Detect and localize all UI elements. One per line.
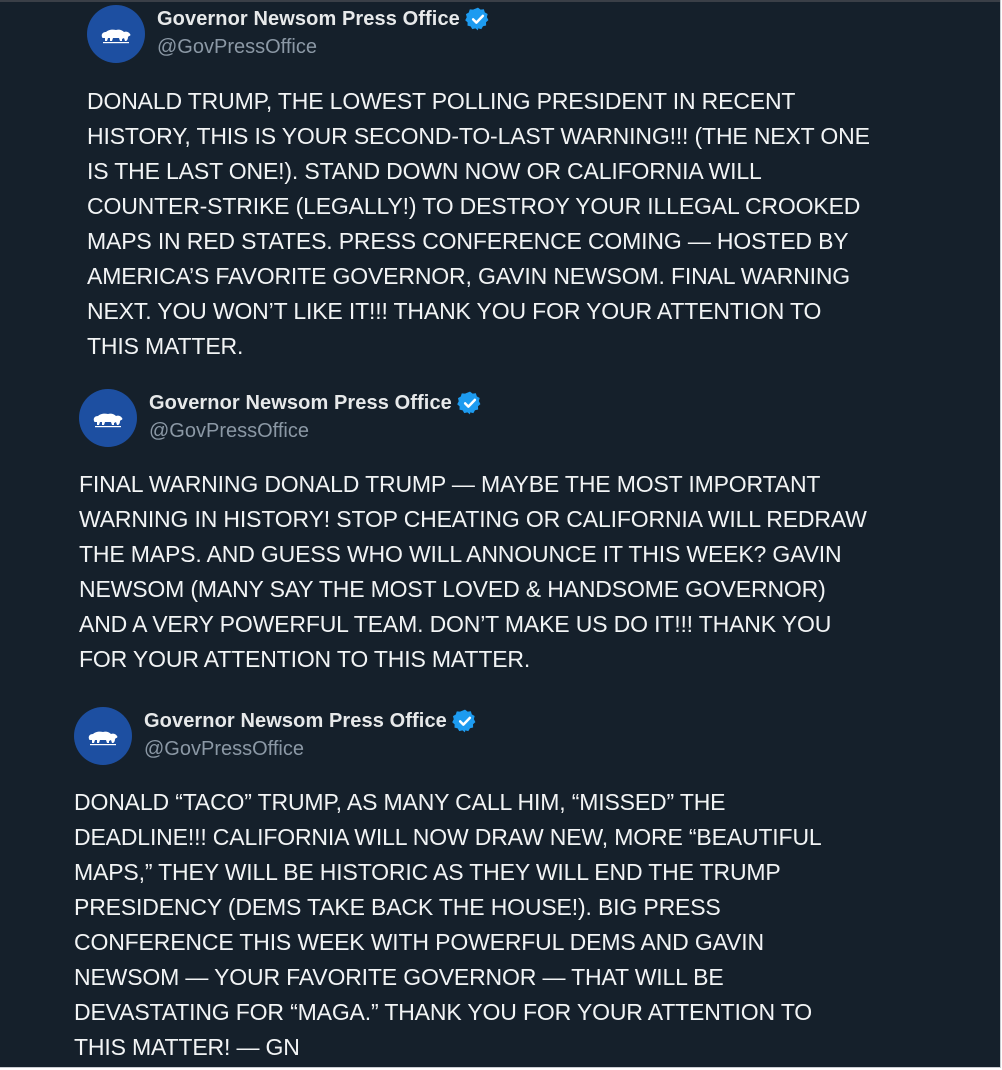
display-name-row <box>149 389 483 417</box>
post-text <box>79 467 867 677</box>
post-text <box>87 84 870 364</box>
post-text-line: THIS MATTER! — GN <box>74 1034 300 1060</box>
verified-badge-icon <box>457 390 483 416</box>
author-names <box>149 389 483 443</box>
display-name[interactable]: Governor Newsom Press Office <box>149 391 452 414</box>
post-2[interactable] <box>79 384 867 677</box>
avatar[interactable] <box>79 389 137 447</box>
post-text-line: DONALD TRUMP, THE LOWEST POLLING PRESIDENT IN RECENT <box>87 88 796 114</box>
display-name-row <box>157 5 491 33</box>
author-names <box>144 707 478 761</box>
california-bear-icon <box>99 24 133 44</box>
post-text-line: AND A VERY POWERFUL TEAM. DON’T MAKE US DO IT!!! THANK YOU <box>79 611 832 637</box>
post-text-line: CONFERENCE THIS WEEK WITH POWERFUL DEMS AND GAVIN <box>74 929 764 955</box>
post-text-line: DEADLINE!!! CALIFORNIA WILL NOW DRAW NEW, MORE “BEAUTIFUL <box>74 824 822 850</box>
display-name-row <box>144 707 478 735</box>
handle[interactable]: @GovPressOffice <box>144 738 304 760</box>
post-text-line: IS THE LAST ONE!). STAND DOWN NOW OR CALIFORNIA WILL <box>87 158 762 184</box>
post-text-line: FOR YOUR ATTENTION TO THIS MATTER. <box>79 646 531 672</box>
post-text <box>74 785 822 1065</box>
post-text-line: THIS MATTER. <box>87 333 244 359</box>
post-text-line: NEWSOM (MANY SAY THE MOST LOVED & HANDSOME GOVERNOR) <box>79 576 826 602</box>
verified-badge-icon <box>452 708 478 734</box>
post-text-line: NEXT. YOU WON’T LIKE IT!!! THANK YOU FOR YOUR ATTENTION TO <box>87 298 822 324</box>
post-3[interactable] <box>74 702 822 1065</box>
post-text-line: MAPS,” THEY WILL BE HISTORIC AS THEY WILL END THE TRUMP <box>74 859 781 885</box>
california-bear-icon <box>91 408 125 428</box>
post-header <box>87 0 870 62</box>
post-text-line: DONALD “TACO” TRUMP, AS MANY CALL HIM, “MISSED” THE <box>74 789 726 815</box>
display-name[interactable]: Governor Newsom Press Office <box>157 7 460 30</box>
verified-badge-icon <box>465 6 491 32</box>
display-name[interactable]: Governor Newsom Press Office <box>144 709 447 732</box>
post-text-line: DEVASTATING FOR “MAGA.” THANK YOU FOR YOUR ATTENTION TO <box>74 999 813 1025</box>
california-bear-icon <box>86 726 120 746</box>
post-header <box>74 702 822 764</box>
author-names <box>157 5 491 59</box>
post-text-line: NEWSOM — YOUR FAVORITE GOVERNOR — THAT WILL BE <box>74 964 724 990</box>
post-text-line: WARNING IN HISTORY! STOP CHEATING OR CALIFORNIA WILL REDRAW <box>79 506 867 532</box>
post-text-line: AMERICA’S FAVORITE GOVERNOR, GAVIN NEWSOM. FINAL WARNING <box>87 263 851 289</box>
avatar[interactable] <box>74 707 132 765</box>
avatar[interactable] <box>87 5 145 63</box>
post-text-line: COUNTER-STRIKE (LEGALLY!) TO DESTROY YOUR ILLEGAL CROOKED <box>87 193 861 219</box>
post-header <box>79 384 867 446</box>
post-1[interactable] <box>87 0 870 364</box>
post-text-line: HISTORY, THIS IS YOUR SECOND-TO-LAST WARNING!!! (THE NEXT ONE <box>87 123 870 149</box>
handle[interactable]: @GovPressOffice <box>157 36 317 58</box>
handle[interactable]: @GovPressOffice <box>149 420 309 442</box>
post-text-line: THE MAPS. AND GUESS WHO WILL ANNOUNCE IT THIS WEEK? GAVIN <box>79 541 842 567</box>
post-text-line: PRESIDENCY (DEMS TAKE BACK THE HOUSE!). BIG PRESS <box>74 894 721 920</box>
post-text-line: FINAL WARNING DONALD TRUMP — MAYBE THE MOST IMPORTANT <box>79 471 821 497</box>
post-text-line: MAPS IN RED STATES. PRESS CONFERENCE COMING — HOSTED BY <box>87 228 849 254</box>
